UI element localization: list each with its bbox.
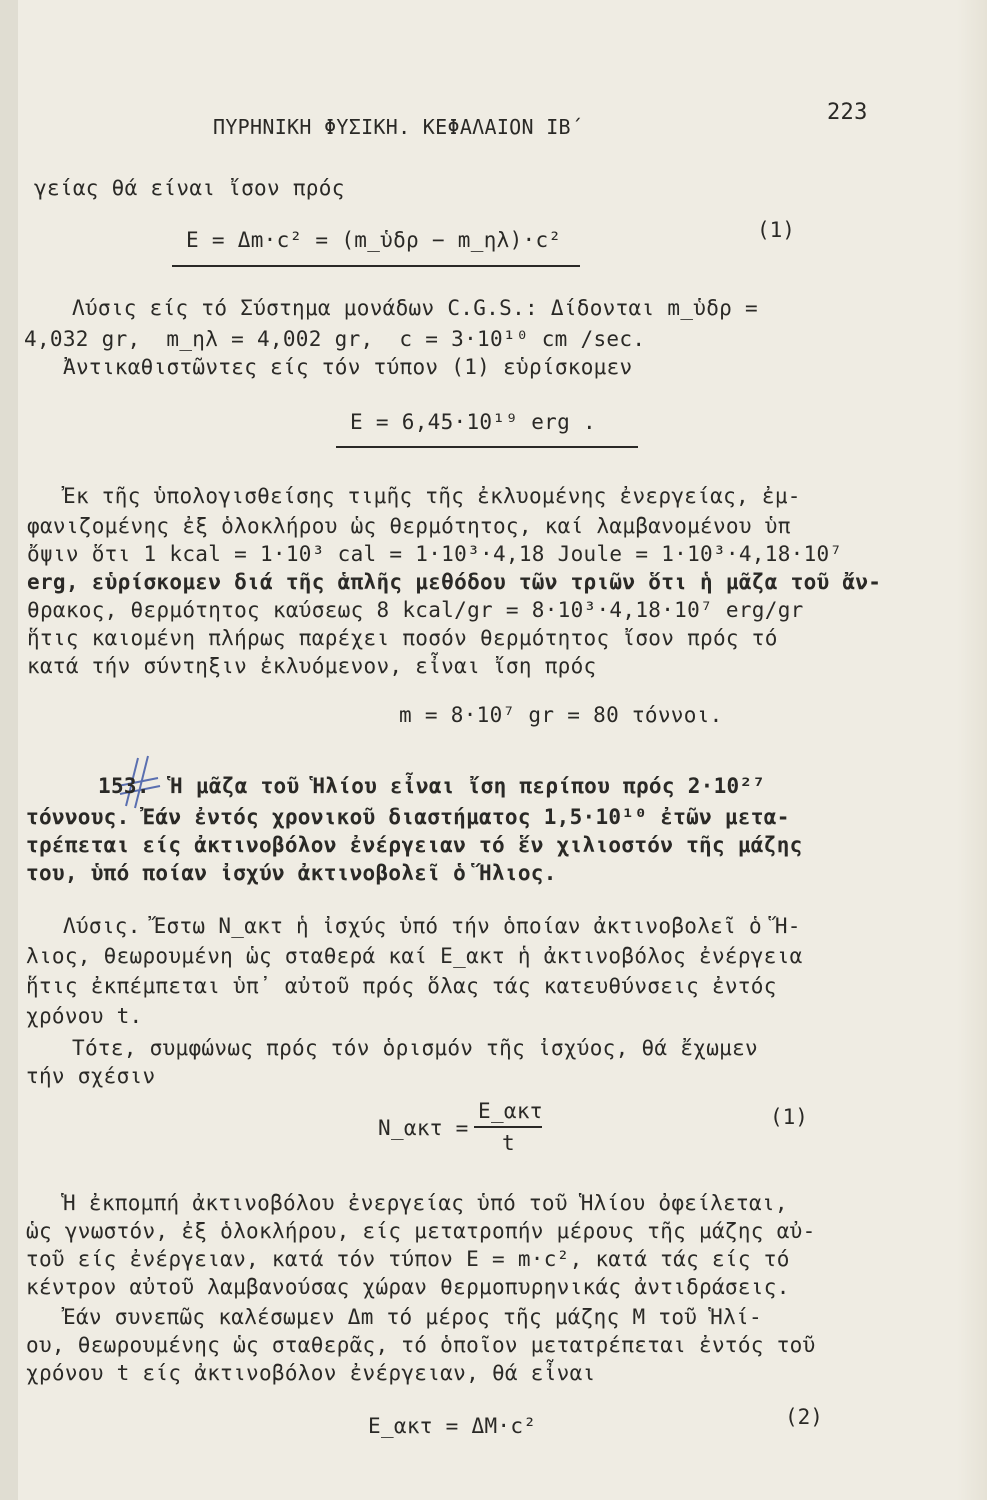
solution-line-2: 4,032 gr, m_ηλ = 4,002 gr, c = 3·10¹⁰ cm /sec. (24, 327, 646, 351)
page-left-edge (0, 0, 18, 1500)
solution153-para2-line-2: ὡς γνωστόν, ἐξ ὁλοκλήρου, είς μετατροπήν μέρους τῆς μάζης αὐ- (26, 1219, 816, 1243)
solution153-para3-line-3: χρόνου t είς ἀκτινοβόλον ἐνέργειαν, θά εἶναι (26, 1361, 596, 1385)
solution153-line-4: χρόνου t. (26, 1004, 143, 1028)
equation-energy-underline (336, 446, 638, 448)
solution-line-3: Ἀντικαθιστῶντες είς τόν τύπον (1) εὑρίσκομεν (63, 355, 633, 379)
equation-1-underline (172, 265, 580, 267)
fraction-bar (474, 1126, 542, 1128)
running-header: ΠΥΡΗΝΙΚΗ ΦΥΣΙΚΗ. ΚΕΦΑΛΑΙΟΝ ΙΒ΄ (213, 115, 584, 139)
problem-153-line-1: Ἡ μᾶζα τοῦ Ἡλίου εἶναι ἴση περίπου πρός 2·10²⁷ (170, 774, 766, 798)
para2-line-1: Ἐκ τῆς ὑπολογισθείσης τιμῆς τῆς ἐκλυομένης ἐνεργείας, ἐμ- (63, 484, 801, 508)
page-right-edge (957, 0, 987, 1500)
para2-line-2: φανιζομένης ἐξ ὁλοκλήρου ὡς θερμότητος, καί λαμβανομένου ὑπ (27, 514, 791, 538)
para2-line-5: θρακος, θερμότητος καύσεως 8 kcal/gr = 8·10³·4,18·10⁷ erg/gr (27, 598, 804, 622)
page-number: 223 (827, 100, 868, 125)
solution153-line-3: ἥτις ἐκπέμπεται ὑπ᾽ αὐτοῦ πρός ὅλας τάς κατευθύνσεις ἐντός (26, 974, 777, 998)
equation-radiant-energy: E_ακτ = ΔM·c² (368, 1414, 537, 1438)
power-equation-lhs: N_ακτ = (378, 1116, 469, 1140)
power-equation-denominator: t (502, 1131, 515, 1155)
para2-line-6: ἥτις καιομένη πλήρως παρέχει ποσόν θερμότητος ἴσον πρός τό (27, 626, 778, 650)
problem-153-line-3: τρέπεται είς ἀκτινοβόλον ἐνέργειαν τό ἕν χιλιοστόν τῆς μάζης (26, 833, 803, 857)
equation-radiant-energy-number: (2) (785, 1405, 823, 1429)
solution153-para2-line-3: τοῦ είς ἐνέργειαν, κατά τόν τύπον E = m·c², κατά τάς είς τό (26, 1247, 790, 1271)
solution153-para2-line-1: Ἡ ἐκπομπή ἀκτινοβόλου ἐνεργείας ὑπό τοῦ Ἡλίου ὀφείλεται, (63, 1191, 788, 1215)
para2-line-3: ὄψιν ὅτι 1 kcal = 1·10³ cal = 1·10³·4,18 Joule = 1·10³·4,18·10⁷ (27, 542, 843, 566)
problem-153-line-2: τόννους. Ἐάν ἐντός χρονικοῦ διαστήματος 1,5·10¹⁰ ἐτῶν μετα- (26, 805, 790, 829)
equation-1-number: (1) (757, 218, 795, 242)
intro-line: γείας θά είναι ἴσον πρός (34, 176, 345, 200)
solution153-para2-line-4: κέντρον αὐτοῦ λαμβανούσας χώραν θερμοπυρηνικάς ἀντιδράσεις. (26, 1275, 790, 1299)
equation-energy: E = 6,45·10¹⁹ erg . (350, 410, 596, 434)
equation-1: E = Δm·c² = (m_ὑδρ − m_ηλ)·c² (186, 228, 562, 252)
equation-mass: m = 8·10⁷ gr = 80 τόννοι. (399, 703, 723, 727)
solution153-line-6: τήν σχέσιν (26, 1064, 156, 1088)
para2-line-4: erg, εὑρίσκομεν διά τῆς ἁπλῆς μεθόδου τῶν τριῶν ὅτι ἡ μᾶζα τοῦ ἄν- (27, 570, 882, 594)
power-equation-number: (1) (770, 1105, 808, 1129)
solution153-line-5: Τότε, συμφώνως πρός τόν ὁρισμόν τῆς ἰσχύος, θά ἔχωμεν (72, 1036, 758, 1060)
power-equation-numerator: E_ακτ (478, 1099, 543, 1123)
problem-153-number: 153. (98, 774, 150, 798)
solution-line-1: Λύσις είς τό Σύστημα μονάδων C.G.S.: Δίδονται m_ὑδρ = (72, 296, 758, 320)
para2-line-7: κατά τήν σύντηξιν ἐκλυόμενον, εἶναι ἴση πρός (27, 654, 597, 678)
solution153-para3-line-1: Ἐάν συνεπῶς καλέσωμεν Δm τό μέρος τῆς μάζης M τοῦ Ἡλί- (63, 1305, 762, 1329)
solution153-line-1: Λύσις. Ἔστω N_ακτ ἡ ἰσχύς ὑπό τήν ὁποίαν ἀκτινοβολεῖ ὁ Ἥ- (63, 914, 801, 938)
problem-153-line-4: του, ὑπό ποίαν ἰσχύν ἀκτινοβολεῖ ὁ Ἥλιος. (26, 861, 557, 885)
solution153-para3-line-2: ου, θεωρουμένης ὡς σταθερᾶς, τό ὁποῖον μετατρέπεται ἐντός τοῦ (26, 1333, 816, 1357)
solution153-line-2: λιος, θεωρουμένη ὡς σταθερά καί E_ακτ ἡ ἀκτινοβόλος ἐνέργεια (26, 944, 803, 968)
